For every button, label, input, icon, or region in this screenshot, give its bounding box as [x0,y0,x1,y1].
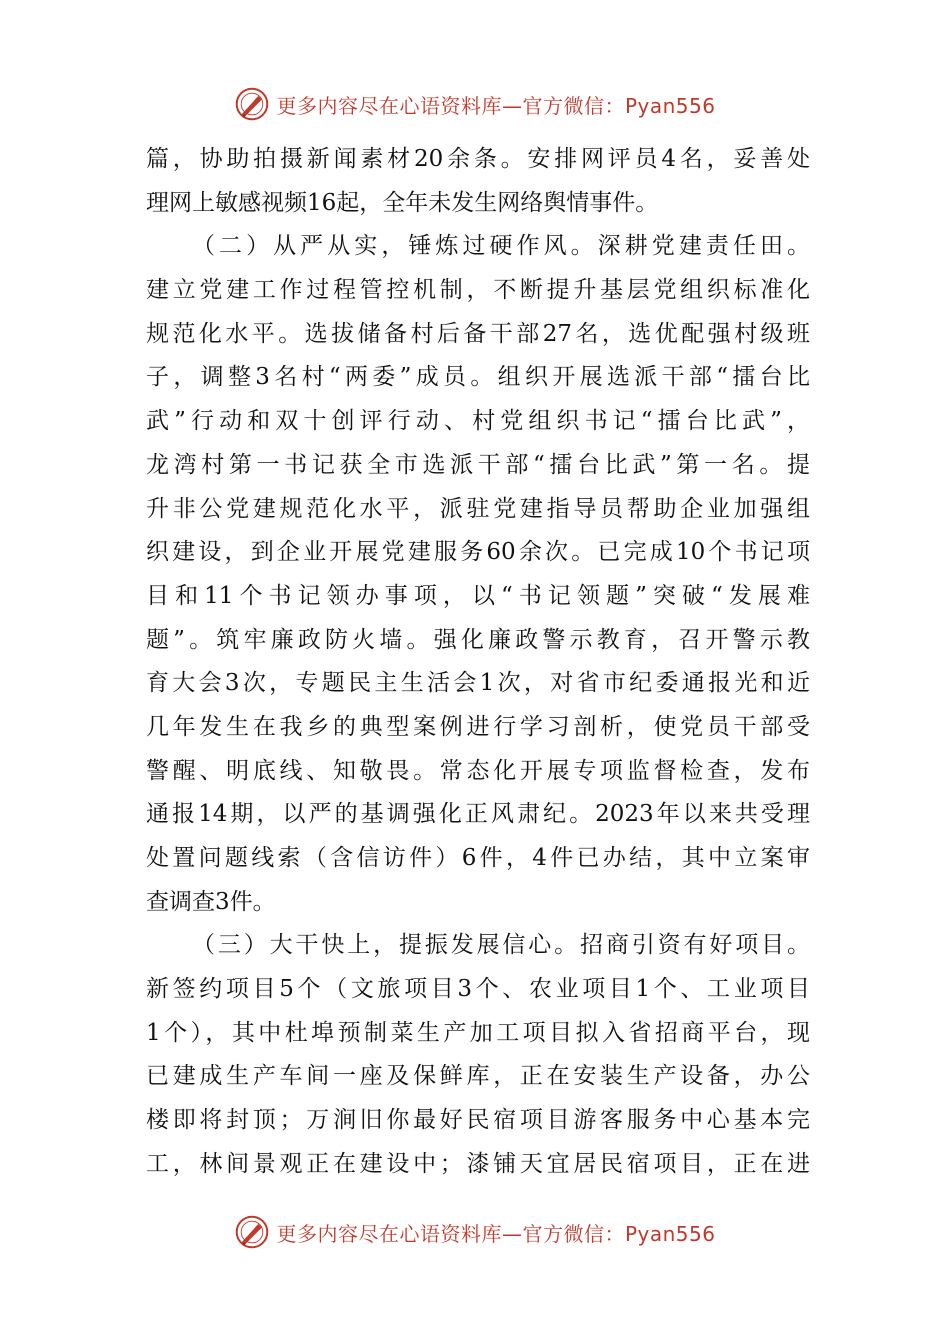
paragraph [146,138,810,225]
text-line: 已建成生产车间一座及保鲜库，正在安装生产设备，办公 [146,1063,810,1090]
text-line: 几年发生在我乡的典型案例进行学习剖析，使党员干部受 [146,713,810,740]
text-line: 理网上敏感视频16起，全年未发生网络舆情事件。 [146,189,659,216]
paragraph [146,225,810,924]
text-line: 楼即将封顶；万涧旧你最好民宿项目游客服务中心基本完 [146,1107,810,1134]
watermark-footer [0,1212,950,1252]
text-line: 子，调整3名村“两委”成员。组织开展选派干部“擂台比 [146,364,810,391]
paragraph [146,924,810,1186]
pen-logo-icon [234,1214,270,1250]
watermark-text: 更多内容尽在心语资料库—官方微信：Pyan556 [276,1221,716,1246]
text-line: 织建设，到企业开展党建服务60余次。已完成10个书记项 [146,539,810,566]
text-line: 工，林间景观正在建设中；漆铺天宜居民宿项目，正在进 [146,1150,810,1177]
text-line: 建立党建工作过程管控机制，不断提升基层党组织标准化 [146,277,810,304]
text-line: 新签约项目5个（文旅项目3个、农业项目1个、工业项目 [146,976,810,1003]
text-line: 育大会3次，专题民主生活会1次，对省市纪委通报光和近 [146,670,810,697]
watermark-header [0,84,950,124]
text-line: 龙湾村第一书记获全市选派干部“擂台比武”第一名。提 [146,451,810,478]
watermark-text: 更多内容尽在心语资料库—官方微信：Pyan556 [276,93,716,118]
pen-logo-icon [234,86,270,122]
text-line: 武”行动和双十创评行动、村党组织书记“擂台比武”， [146,408,810,435]
text-line: 处置问题线索（含信访件）6件，4件已办结，其中立案审 [146,845,810,871]
text-line: 目和11个书记领办事项，以“书记领题”突破“发展难 [146,582,810,609]
text-line: 查调查3件。 [146,888,276,915]
text-line: 升非公党建规范化水平，派驻党建指导员帮助企业加强组 [146,495,810,522]
document-body [146,138,810,1187]
text-line: 篇，协助拍摄新闻素材20余条。安排网评员4名，妥善处 [146,146,810,172]
text-line: 题”。筑牢廉政防火墙。强化廉政警示教育，召开警示教 [146,626,810,653]
text-line: 通报14期，以严的基调强化正风肃纪。2023年以来共受理 [146,801,810,828]
text-line: 规范化水平。选拔储备村后备干部27名，选优配强村级班 [146,320,810,347]
text-line: 1个），其中杜埠预制菜生产加工项目拟入省招商平台，现 [146,1019,810,1046]
text-line: 警醒、明底线、知敬畏。常态化开展专项监督检查，发布 [146,757,810,784]
text-line: （二）从严从实，锤炼过硬作风。深耕党建责任田。 [192,233,810,260]
text-line: （三）大干快上，提振发展信心。招商引资有好项目。 [192,932,810,959]
